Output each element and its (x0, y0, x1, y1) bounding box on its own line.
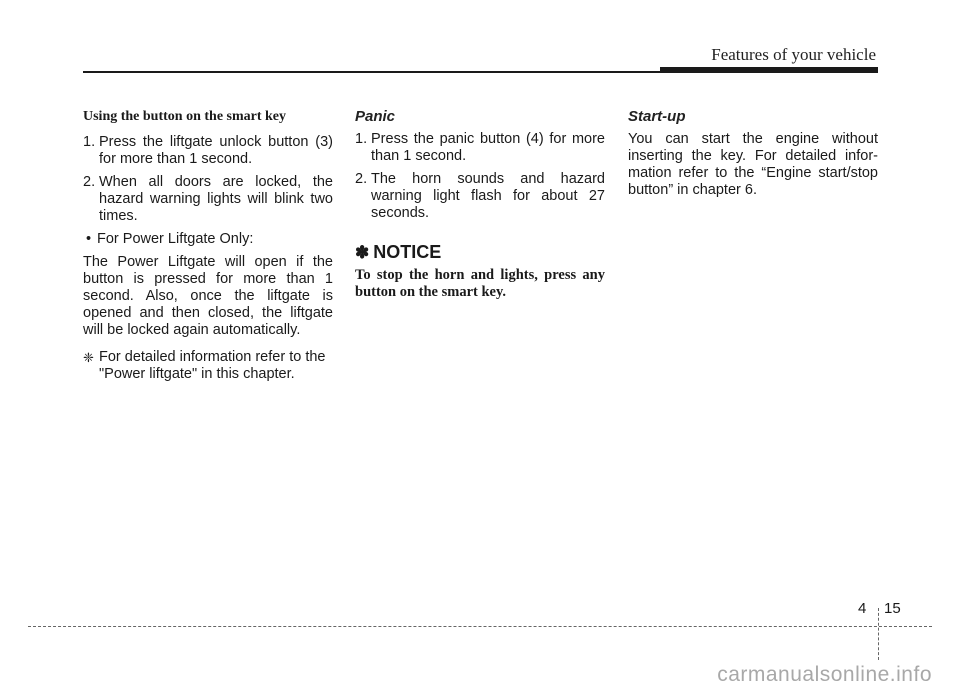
notice-cross-icon: ✽ (355, 243, 370, 262)
footer-page-divider (878, 608, 879, 660)
header-rule (83, 71, 661, 73)
list-item-number: 2. (355, 171, 368, 187)
liftgate-paragraph: The Power Liftgate will open if the button is pressed for more than 1 second. Also, once the liftgate is opened and then closed, the liftgate will be locked again automatically. (83, 254, 333, 338)
notice-title: NOTICE (373, 242, 442, 262)
list-item-text: The horn sounds and hazard warning light flash for about 27 seconds. (371, 171, 605, 221)
column-panic (355, 108, 605, 301)
column-smart-key (83, 108, 333, 383)
notice-body: To stop the horn and lights, press any button on the smart key. (355, 267, 605, 300)
panic-heading: Panic (355, 108, 396, 125)
column-start-up (628, 108, 878, 206)
list-item-text: Press the liftgate unlock button (3) for more than 1 second. (99, 134, 333, 167)
start-up-heading: Start-up (628, 108, 686, 125)
header-rule-accent (660, 67, 878, 73)
bullet-item (83, 231, 333, 248)
reference-note (83, 349, 333, 383)
list-item-text: When all doors are locked, the hazard warning lights will blink two times. (99, 174, 333, 224)
bullet-text: For Power Liftgate Only: (97, 231, 254, 247)
list-item (83, 134, 333, 168)
start-up-paragraph: You can start the engine without inserting the key. For detailed infor-mation refer to the “Engine start/stop button” in chapter 6. (628, 131, 878, 198)
list-item (83, 174, 333, 225)
page-number: 15 (884, 600, 901, 617)
chapter-number: 4 (858, 600, 867, 617)
reference-text: For detailed information refer to the "Power liftgate" in this chapter. (99, 349, 326, 382)
section-header-title: Features of your vehicle (711, 45, 876, 64)
list-item-text: Press the panic button (4) for more than 1 second. (371, 131, 605, 164)
smart-key-heading: Using the button on the smart key (83, 109, 287, 124)
notice-heading (355, 244, 605, 261)
watermark-text: carmanualsonline.info (717, 663, 932, 686)
list-item-number: 1. (83, 134, 96, 150)
list-item-number: 2. (83, 174, 96, 190)
reference-asterisk-icon: ❈ (83, 350, 94, 365)
list-item-number: 1. (355, 131, 368, 147)
list-item (355, 171, 605, 222)
footer-dashed-rule (28, 626, 932, 627)
bullet-dot-icon: • (86, 231, 92, 247)
list-item (355, 131, 605, 165)
